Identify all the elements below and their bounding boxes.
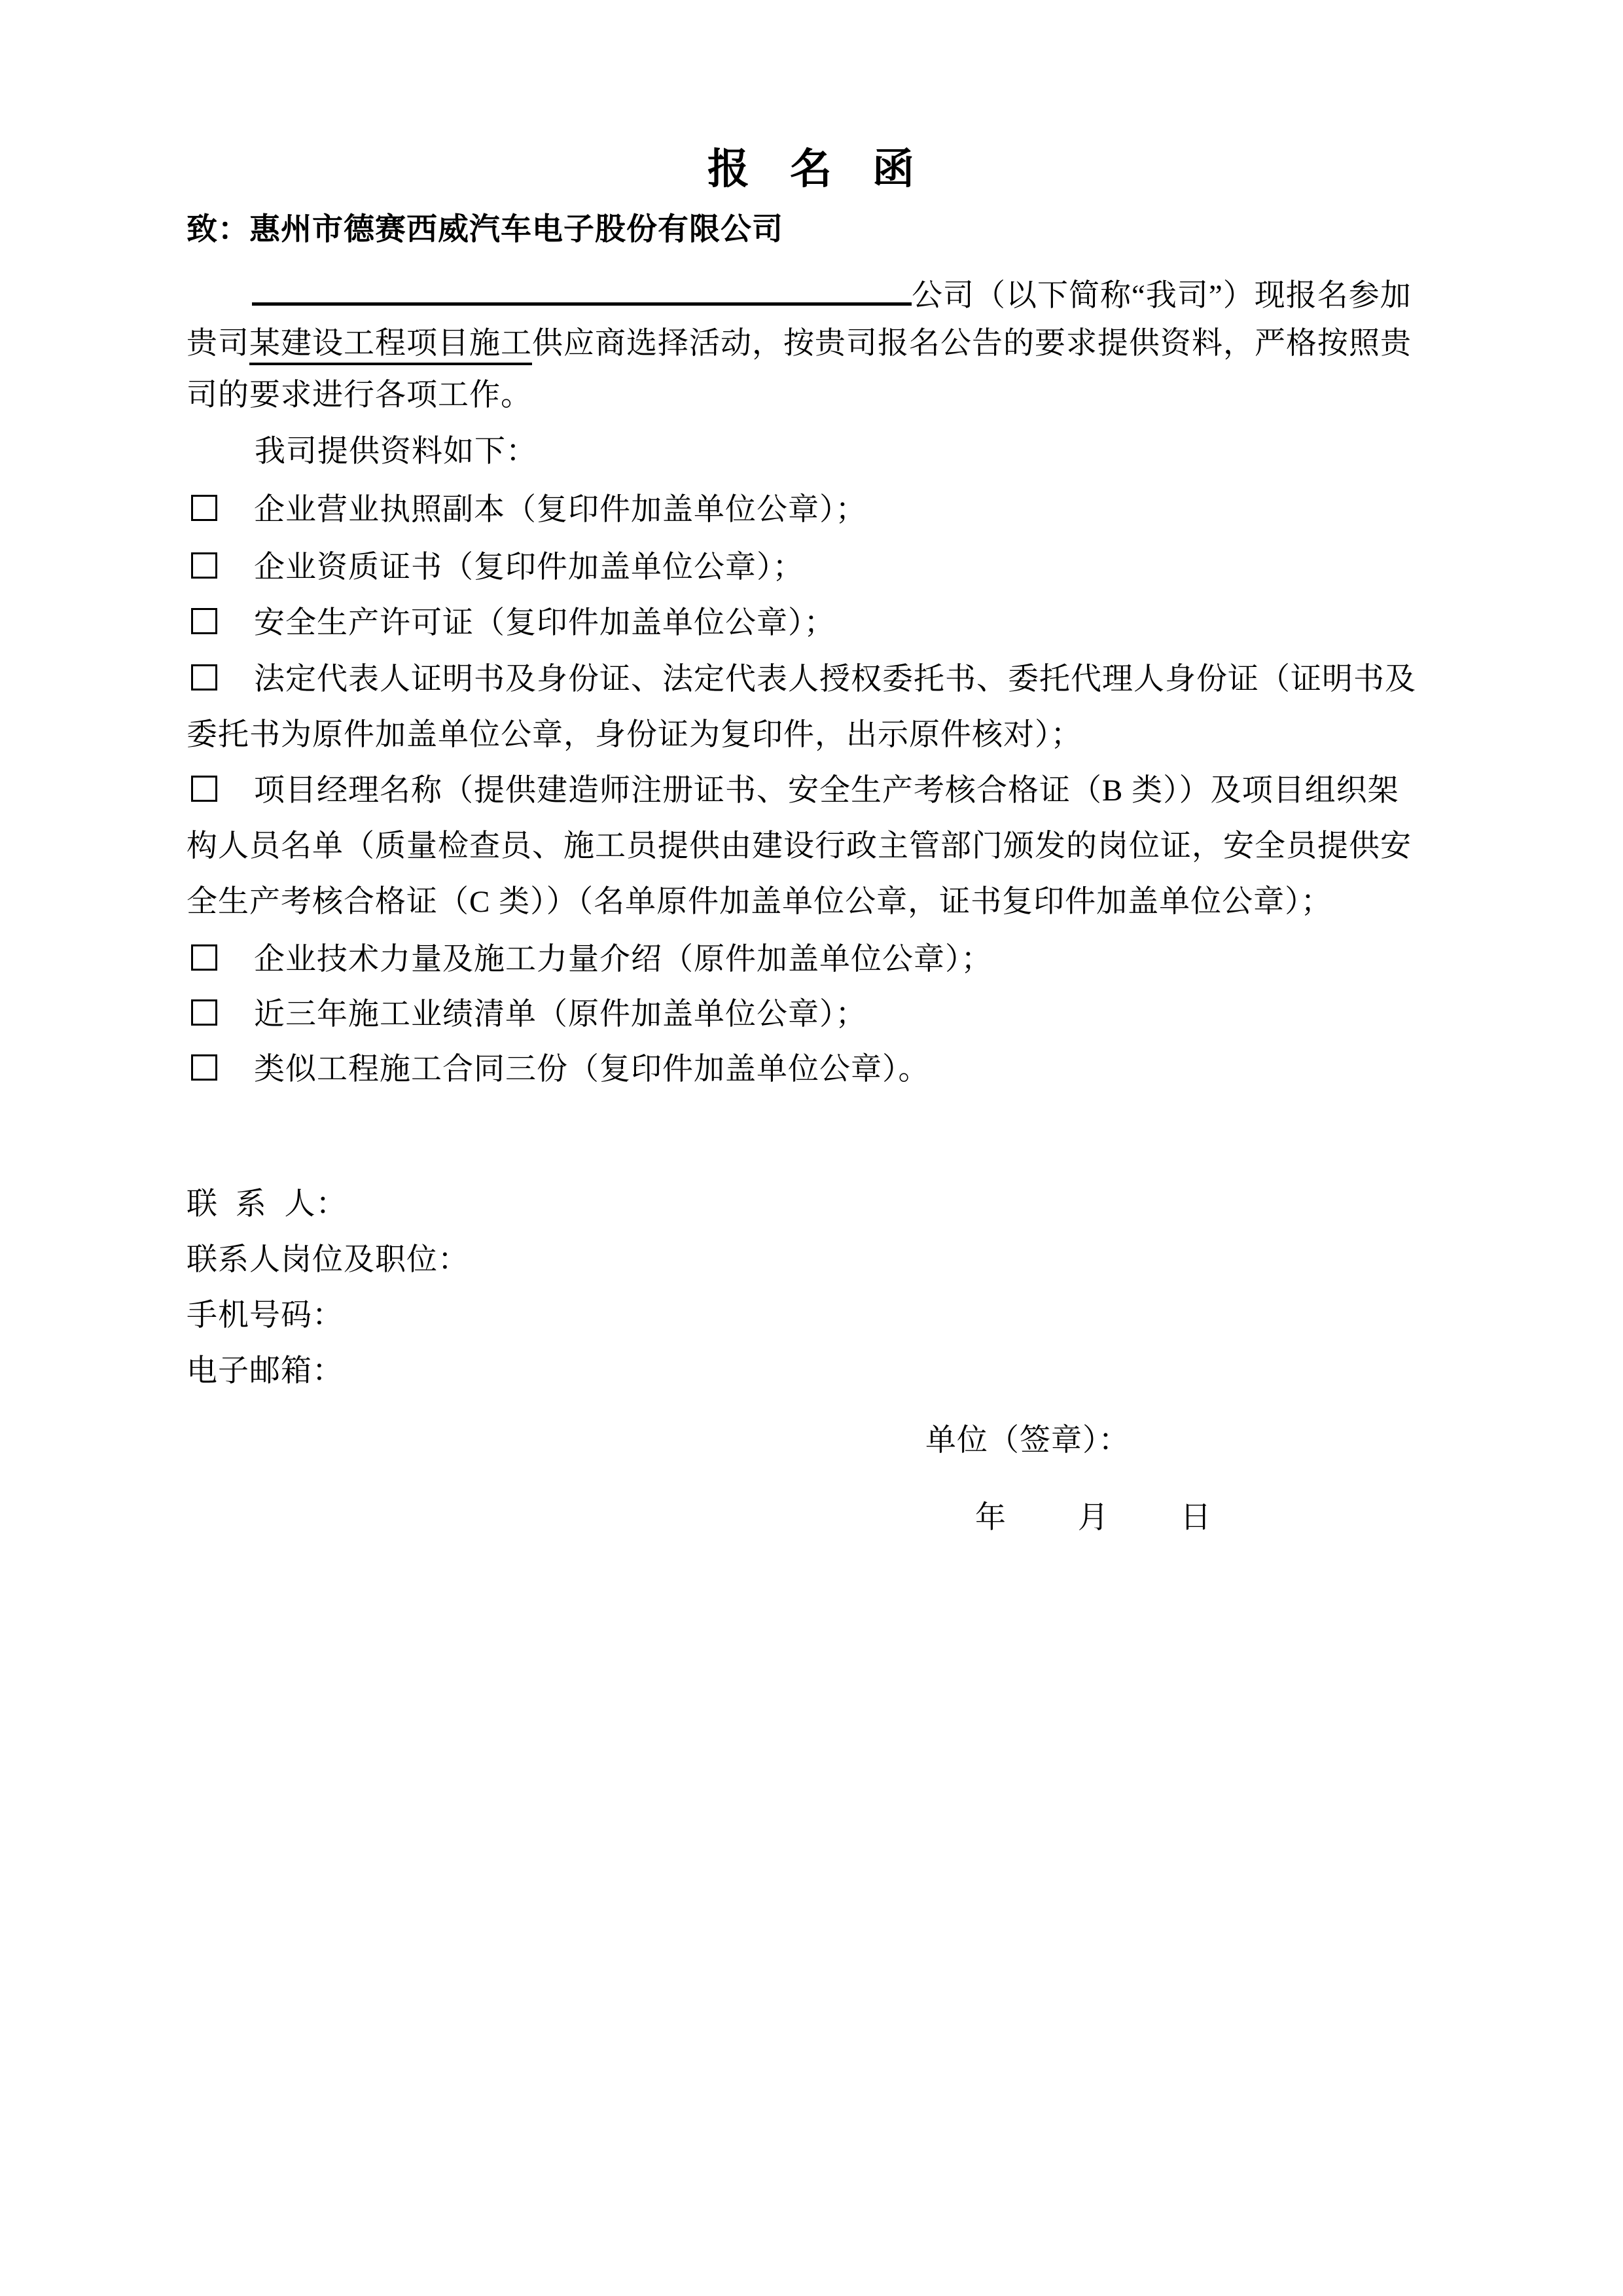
unit-seal-label: 单位（签章）： [925,1424,1130,1458]
date-line: 年 月 日 [975,1501,1212,1535]
checklist-item-2-text: 企业资质证书（复印件加盖单位公章）； [254,550,804,584]
intro-line-2 [187,325,1412,363]
contact-position-label: 联系人岗位及职位： [187,1243,469,1277]
intro-line-3: 司的要求进行各项工作。 [187,378,532,412]
checklist-item-3-text: 安全生产许可证（复印件加盖单位公章）； [254,606,836,640]
checkbox-icon[interactable] [191,776,217,802]
checklist-item-4-text-line-1: 法定代表人证明书及身份证、法定代表人授权委托书、委托代理人身份证（证明书及 [254,662,1416,696]
checklist-item-4-text-line-2: 委托书为原件加盖单位公章，身份证为复印件，出示原件核对）； [187,718,1082,752]
checklist-item-8 [187,1051,930,1088]
checklist-item-4 [187,661,1416,698]
checklist-item-3 [187,605,836,642]
intro-line-1 [252,274,1412,315]
checklist-item-7-text: 近三年施工业绩清单（原件加盖单位公章）； [254,997,867,1031]
checkbox-icon[interactable] [191,608,217,634]
contact-mobile-label: 手机号码： [187,1299,344,1333]
checklist-item-1-text: 企业营业执照副本（复印件加盖单位公章）； [254,493,867,527]
checkbox-icon[interactable] [191,999,217,1026]
checklist-item-5 [187,772,1399,810]
checklist-item-8-text: 类似工程施工合同三份（复印件加盖单位公章）。 [254,1052,930,1086]
page-title: 报 名 函 [707,146,916,192]
checklist-item-1 [187,492,867,529]
intro-line-2-prefix: 贵司 [187,327,249,361]
checklist-item-5-text-line-3: 全生产考核合格证（C 类））（名单原件加盖单位公章，证书复印件加盖单位公章）； [187,885,1332,919]
checklist-item-6 [187,941,993,978]
recipient-line: 致：惠州市德赛西威汽车电子股份有限公司 [187,213,783,247]
checkbox-icon[interactable] [191,495,217,521]
intro-line-2-suffix: 供应商选择活动，按贵司报名公告的要求提供资料，严格按照贵 [532,327,1412,361]
project-name-underlined: 某建设工程项目施工 [249,327,532,365]
checklist-item-5-text-line-1: 项目经理名称（提供建造师注册证书、安全生产考核合格证（B 类））及项目组织架 [254,774,1399,808]
list-intro: 我司提供资料如下： [255,435,537,469]
checklist-item-6-text: 企业技术力量及施工力量介绍（原件加盖单位公章）； [254,942,993,977]
intro-line-1-text: 公司（以下简称“我司”）现报名参加 [912,279,1412,313]
company-name-blank-field[interactable] [252,274,912,306]
checkbox-icon[interactable] [191,664,217,691]
checkbox-icon[interactable] [191,1054,217,1081]
checkbox-icon[interactable] [191,944,217,971]
contact-email-label: 电子邮箱： [187,1354,344,1388]
checklist-item-2 [187,549,804,586]
checklist-item-7 [187,996,867,1033]
contact-person-label: 联 系 人： [187,1187,348,1221]
checklist-item-5-text-line-2: 构人员名单（质量检查员、施工员提供由建设行政主管部门颁发的岗位证，安全员提供安 [187,829,1412,863]
checkbox-icon[interactable] [191,552,217,579]
